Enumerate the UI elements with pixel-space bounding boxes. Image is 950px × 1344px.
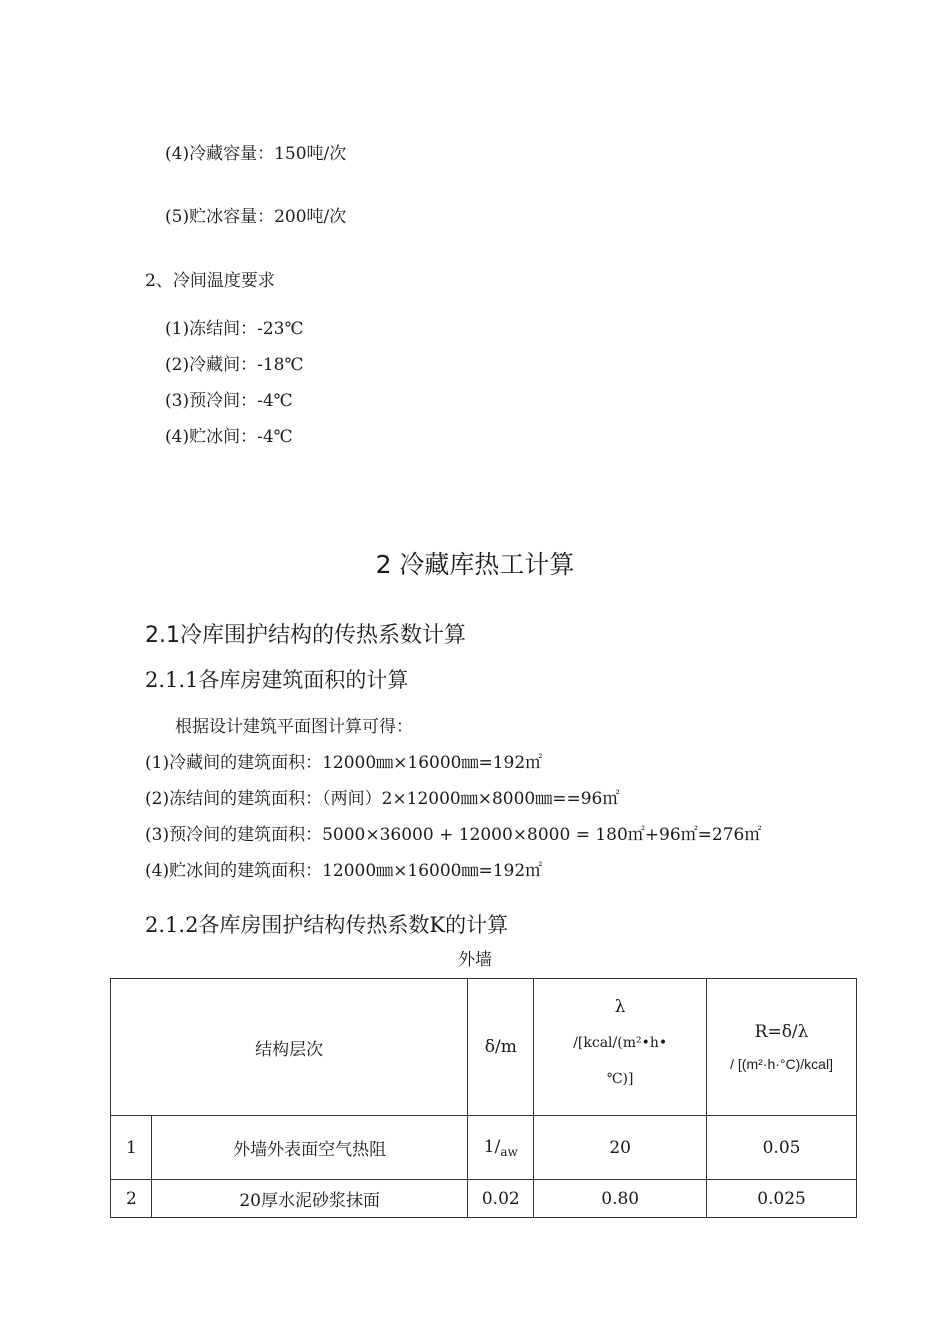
chapter-title: 2 冷藏库热工计算 [375,550,575,579]
row-number: 2 [111,1180,152,1218]
row-lambda: 0.80 [534,1180,707,1218]
row-delta-main: 1/ [483,1136,501,1157]
section-title: 2.1冷库围护结构的传热系数计算 [145,623,466,648]
intro-text: 根据设计建筑平面图计算可得： [175,717,413,737]
table-row [111,1180,857,1218]
row-delta: 0.02 [468,1180,534,1218]
header-lambda-symbol: λ [614,997,626,1017]
row-delta-sub: aw [500,1144,518,1159]
header-layer: 结构层次 [111,979,468,1116]
temperature-item: (3)预冷间：-4℃ [165,391,293,411]
table-header-row [111,979,857,1116]
row-number: 1 [111,1116,152,1180]
subsection-title: 2.1.1各库房建筑面积的计算 [145,668,409,692]
temperature-item: (4)贮冰间：-4℃ [165,427,293,447]
row-layer: 20厚水泥砂浆抹面 [151,1180,467,1218]
subsection-title: 2.1.2各库房围护结构传热系数K的计算 [145,913,509,937]
row-layer: 外墙外表面空气热阻 [151,1116,467,1180]
capacity-line-4: (4)冷藏容量：150吨/次 [165,144,347,164]
table-row [111,1116,857,1180]
row-delta [468,1116,534,1180]
header-lambda [534,979,707,1116]
row-lambda: 20 [534,1116,707,1180]
area-item: (1)冷藏间的建筑面积：12000㎜×16000㎜=192㎡ [145,753,543,773]
temperature-item: (2)冷藏间：-18℃ [165,355,304,375]
header-r-formula: R=δ/λ [754,1022,809,1042]
row-r: 0.05 [707,1116,857,1180]
header-lambda-unit-2: ℃)] [606,1071,634,1087]
wall-structure-table [110,978,857,1218]
header-delta: δ/m [468,979,534,1116]
temperature-heading: 2、冷间温度要求 [145,271,275,291]
area-item: (3)预冷间的建筑面积：5000×36000 + 12000×8000 = 180㎡+96㎡=276㎡ [145,825,762,845]
header-lambda-unit-1: /[kcal/(m²•h• [573,1035,668,1051]
area-item: (2)冻结间的建筑面积：（两间）2×12000㎜×8000㎜==96㎡ [145,789,620,809]
header-r [707,979,857,1116]
area-item: (4)贮冰间的建筑面积：12000㎜×16000㎜=192㎡ [145,861,543,881]
capacity-line-5: (5)贮冰容量：200吨/次 [165,207,347,227]
row-r: 0.025 [707,1180,857,1218]
temperature-item: (1)冻结间：-23℃ [165,319,304,339]
header-r-unit: / [(m²·h·°C)/kcal] [730,1056,833,1072]
table-caption: 外墙 [458,950,492,970]
